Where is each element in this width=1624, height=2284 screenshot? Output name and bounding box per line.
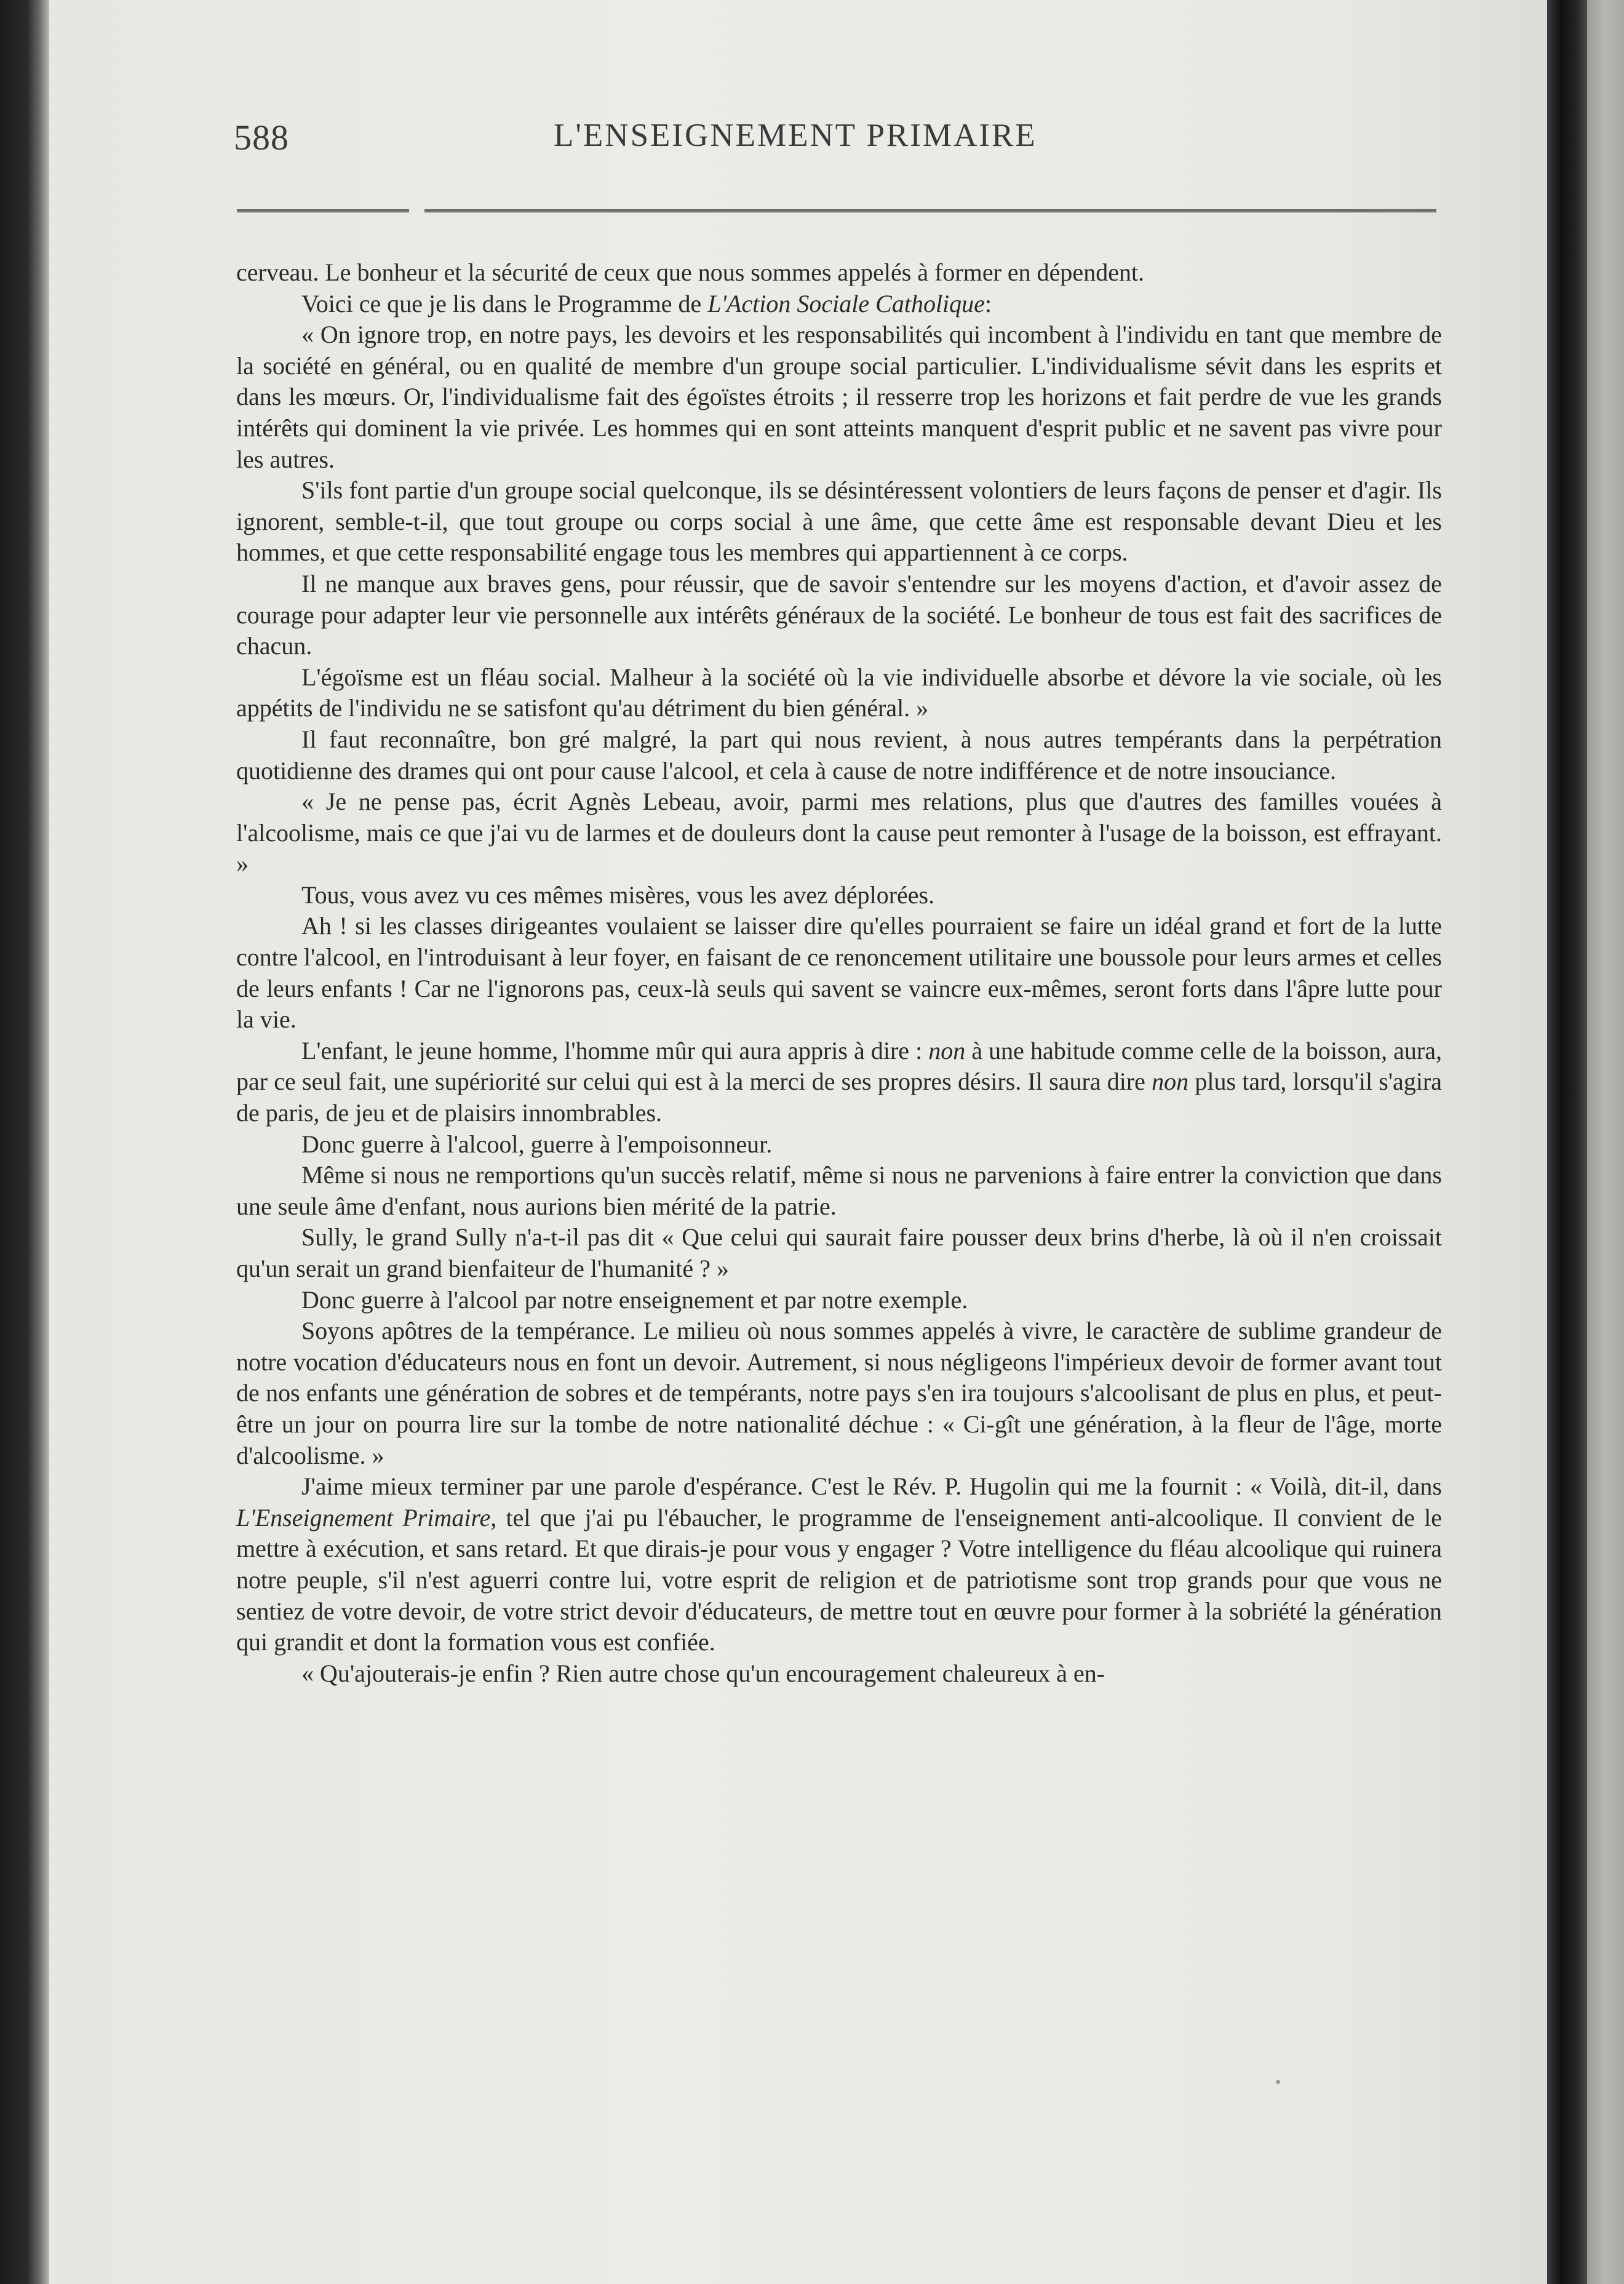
paragraph — [236, 257, 1442, 289]
book-binding-gutter — [1547, 0, 1587, 2284]
text-run: Voici ce que je lis dans le Programme de — [301, 289, 708, 317]
text-run: L'enfant, le jeune homme, l'homme mûr qui aura appris à dire : — [301, 1036, 929, 1064]
paragraph — [236, 569, 1442, 662]
paragraph — [236, 1285, 1442, 1316]
text-run: à une habitude comme celle de la boisson, aura, par ce seul fait, une supériorité sur celui qui est à la merci de ses propres désirs. Il saura dire — [236, 1036, 1442, 1096]
text-run: « On ignore trop, en notre pays, les devoirs et les responsabilités qui incombent à l'individu en tant que membre de la société en général, ou en qualité de membre d'un groupe social particulier. L'individualisme sévit dans les esprits et dans les mœurs. Or, l'individualisme fait des égoïstes étroits ; il resserre trop les horizons et fait perdre de vue les grands intérêts qui dominent la vie privée. Les hommes qui en sont atteints manquent d'esprit public et ne savent pas vivre pour les autres. — [236, 321, 1442, 473]
text-run: « Qu'ajouterais-je enfin ? Rien autre chose qu'un encouragement chaleureux à en- — [301, 1659, 1105, 1687]
page-number: 588 — [234, 118, 289, 158]
text-run: Tous, vous avez vu ces mêmes misères, vous les avez déplorées. — [301, 880, 935, 909]
text-run: L'égoïsme est un fléau social. Malheur à la société où la vie individuelle absorbe et dévore la vie sociale, où les appétits de l'individu ne se satisfont qu'au détriment du bien général. » — [236, 663, 1442, 722]
text-run: , tel que j'ai pu l'ébaucher, le programme de l'enseignement anti-alcoolique. Il convient de le mettre à exécution, et sans retard. Et que dirais-je pour vous y engager ? Votre intelligence du fléau alcoolique qui ruinera notre peuple, s'il n'est aguerri contre lui, votre esprit de religion et de patriotisme sont trop grands pour que vous ne sentiez de votre devoir, de votre strict devoir d'éducateurs, de mettre tout en œuvre pour former à la sobriété la génération qui grandit et dont la formation vous est confiée. — [236, 1503, 1443, 1656]
paragraph — [236, 475, 1442, 569]
paragraph — [236, 1316, 1442, 1471]
paragraph — [236, 1129, 1442, 1160]
paragraph — [236, 880, 1442, 911]
paragraph — [236, 289, 1442, 320]
italic-text: L'Action Sociale Catholique — [707, 289, 985, 317]
text-run: « Je ne pense pas, écrit Agnès Lebeau, avoir, parmi mes relations, plus que d'autres des familles vouées à l'alcoolisme, mais ce que j'ai vu de larmes et de douleurs dont la cause peut remonter à l'usage de la boisson, est effrayant. » — [236, 788, 1442, 878]
text-run: Sully, le grand Sully n'a-t-il pas dit « Que celui qui saurait faire pousser deux brins d'herbe, là où il n'en croissait qu'un serait un grand bienfaiteur de l'humanité ? » — [236, 1223, 1442, 1282]
text-run: Donc guerre à l'alcool par notre enseignement et par notre exemple. — [301, 1285, 968, 1314]
text-run: : — [984, 289, 992, 317]
italic-text: L'Enseignement Primaire — [236, 1503, 491, 1531]
text-run: plus tard, lorsqu'il s'agira de paris, de jeu et de plaisirs innombrables. — [236, 1068, 1443, 1127]
header-rule-left — [237, 209, 409, 213]
text-run: S'ils font partie d'un groupe social quelconque, ils se désintéressent volontiers de leurs façons de penser et d'agir. Ils ignorent, semble-t-il, que tout groupe ou corps social à une âme, que cette âme est responsable devant Dieu et les hommes, et que cette responsabilité engage tous les membres qui appartiennent à ce corps. — [236, 476, 1442, 567]
text-run: Il ne manque aux braves gens, pour réussir, que de savoir s'entendre sur les moyens d'action, et d'avoir assez de courage pour adapter leur vie personnelle aux intérêts généraux de la société. Le bonheur de tous est fait des sacrifices de chacun. — [236, 569, 1442, 660]
text-run: Soyons apôtres de la tempérance. Le milieu où nous sommes appelés à vivre, le caractère de sublime grandeur de notre vocation d'éducateurs nous en font un devoir. Autrement, si nous négligeons l'impérieux devoir de former avant tout de nos enfants une génération de sobres et de tempérants, notre pays s'en ira toujours s'alcoolisant de plus en plus, et peut-être un jour on pourra lire sur la tombe de notre nationalité déchue : « Ci-gît une génération, à la fleur de l'âge, morte d'alcoolisme. » — [236, 1317, 1442, 1469]
scanner-shadow-left — [0, 0, 49, 2284]
paragraph — [236, 724, 1442, 786]
text-run: Il faut reconnaître, bon gré malgré, la part qui nous revient, à nous autres tempérants dans la perpétration quotidienne des drames qui ont pour cause l'alcool, et cela à cause de notre indifférence et de notre insouciance. — [236, 725, 1442, 785]
running-title: L'ENSEIGNEMENT PRIMAIRE — [554, 118, 1037, 153]
header-rule-right — [424, 209, 1436, 213]
paragraph — [236, 662, 1442, 724]
paragraph — [236, 1160, 1442, 1222]
paragraph — [236, 1658, 1442, 1690]
text-run: Même si nous ne remportions qu'un succès relatif, même si nous ne parvenions à faire entrer la conviction que dans une seule âme d'enfant, nous aurions bien mérité de la patrie. — [236, 1161, 1442, 1220]
paragraph — [236, 1036, 1442, 1129]
text-run: cerveau. Le bonheur et la sécurité de ceux que nous sommes appelés à former en dépendent. — [236, 258, 1145, 286]
italic-text: non — [1152, 1068, 1189, 1096]
text-run: J'aime mieux terminer par une parole d'espérance. C'est le Rév. P. Hugolin qui me la fournit : « Voilà, dit-il, dans — [301, 1472, 1442, 1501]
paragraph — [236, 911, 1442, 1035]
paper-speck — [1276, 2080, 1280, 2084]
paragraph — [236, 1222, 1442, 1284]
facing-page-edge — [1587, 0, 1624, 2284]
paragraph — [236, 786, 1442, 880]
article-body — [236, 257, 1442, 1689]
paragraph — [236, 1471, 1442, 1658]
text-run: Ah ! si les classes dirigeantes voulaient se laisser dire qu'elles pourraient se faire un idéal grand et fort de la lutte contre l'alcool, en l'introduisant à leur foyer, en faisant de ce renoncement utilitaire une boussole pour leurs armes et celles de leurs enfants ! Car ne l'ignorons pas, ceux-là seuls qui savent se vaincre eux-mêmes, seront forts dans l'âpre lutte pour la vie. — [236, 912, 1442, 1034]
running-header — [234, 117, 1439, 166]
paragraph — [236, 319, 1442, 475]
text-run: Donc guerre à l'alcool, guerre à l'empoisonneur. — [301, 1130, 773, 1158]
italic-text: non — [928, 1036, 966, 1064]
